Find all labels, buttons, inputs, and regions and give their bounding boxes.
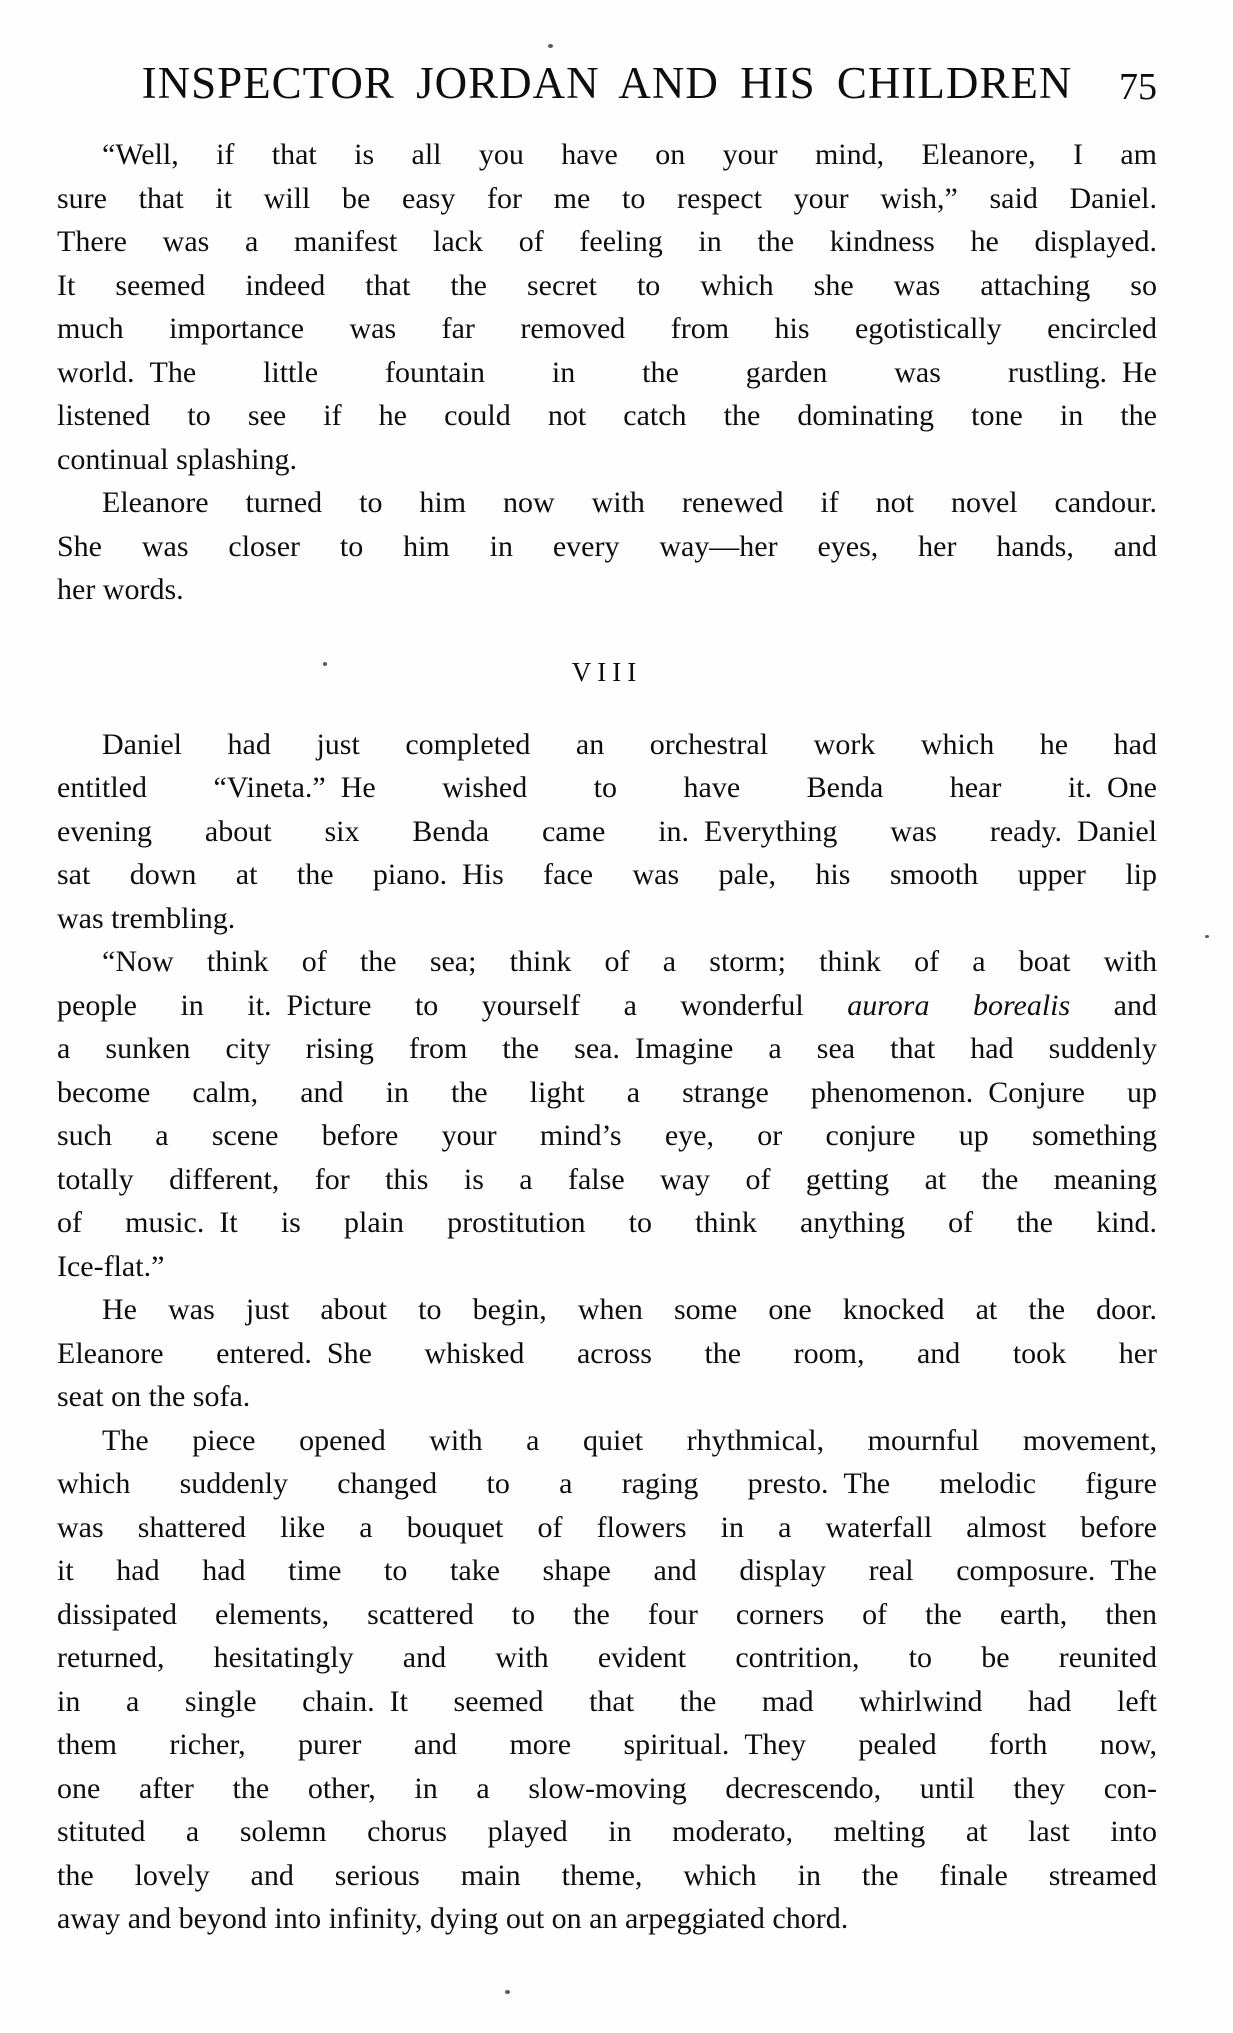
text-line: sure that it will be easy for me to respect your wish,” said Daniel. [57, 181, 1157, 215]
text-line: “Well, if that is all you have on your mind, Eleanore, I am [102, 138, 1157, 171]
text-line: “Now think of the sea; think of a storm; think of a boat with [102, 945, 1157, 978]
page-header-title: INSPECTOR JORDAN AND HIS CHILDREN [141, 58, 1073, 108]
scan-speck [1205, 935, 1209, 938]
text-line: was shattered like a bouquet of flowers in a waterfall almost before [57, 1510, 1157, 1544]
text-line: the lovely and serious main theme, which in the finale streamed [57, 1858, 1157, 1892]
paragraph [57, 1288, 1157, 1419]
text-line: much importance was far removed from his egotistically encircled [57, 312, 1157, 345]
text-line: in a single chain. It seemed that the mad whirlwind had left [57, 1684, 1157, 1718]
text-line: She was closer to him in every way—her eyes, her hands, and [57, 529, 1157, 563]
text-line: totally different, for this is a false way of getting at the meaning [57, 1162, 1157, 1196]
text-line: of music. It is plain prostitution to think anything of the kind. [57, 1206, 1157, 1239]
text-line: one after the other, in a slow-moving decrescendo, until they con- [57, 1771, 1157, 1805]
text-line: was trembling. [57, 901, 236, 935]
text-line: become calm, and in the light a strange phenomenon. Conjure up [57, 1075, 1157, 1109]
text-line: a sunken city rising from the sea. Imagine a sea that had suddenly [57, 1032, 1157, 1065]
paragraph [57, 1419, 1157, 1941]
text-line: Eleanore turned to him now with renewed if not novel candour. [102, 486, 1157, 519]
text-line: continual splashing. [57, 442, 297, 476]
text-line: evening about six Benda came in. Everything was ready. Daniel [57, 814, 1157, 848]
text-line: Eleanore entered. She whisked across the room, and took her [57, 1336, 1157, 1370]
scan-speck [323, 662, 327, 666]
running-head [57, 58, 1157, 113]
text-line: world. The little fountain in the garden was rustling. He [57, 355, 1157, 389]
text-line: her words. [57, 573, 184, 606]
text-line: entitled “Vineta.” He wished to have Benda hear it. One [57, 771, 1157, 804]
text-line: He was just about to begin, when some one knocked at the door. [102, 1293, 1157, 1326]
text-segment: people in it. Picture to yourself a wonderful [57, 988, 848, 1022]
paragraph [57, 723, 1157, 941]
text-line: Daniel had just completed an orchestral work which he had [102, 727, 1157, 761]
text-line [57, 984, 1157, 1028]
text-line: which suddenly changed to a raging presto. The melodic figure [57, 1467, 1157, 1500]
scan-speck [548, 44, 553, 48]
text-line: It seemed indeed that the secret to which she was attaching so [57, 268, 1157, 302]
text-line: them richer, purer and more spiritual. They pealed forth now, [57, 1728, 1157, 1761]
text-line: listened to see if he could not catch the dominating tone in the [57, 399, 1157, 432]
page-number: 75 [1119, 66, 1157, 108]
italic-text-segment: aurora borealis [847, 988, 1071, 1022]
paragraph [57, 940, 1157, 1288]
text-line: returned, hesitatingly and with evident contrition, to be reunited [57, 1641, 1157, 1674]
text-line: such a scene before your mind’s eye, or conjure up something [57, 1119, 1157, 1152]
text-line: There was a manifest lack of feeling in the kindness he displayed. [57, 225, 1157, 258]
text-line: seat on the sofa. [57, 1380, 251, 1413]
text-line: away and beyond into infinity, dying out on an arpeggiated chord. [57, 1902, 849, 1935]
text-line: Ice-flat.” [57, 1249, 165, 1283]
text-line: dissipated elements, scattered to the four corners of the earth, then [57, 1597, 1157, 1631]
section-heading: VIII [571, 656, 643, 687]
scan-speck [505, 1990, 510, 1994]
text-line: stituted a solemn chorus played in moderato, melting at last into [57, 1815, 1157, 1848]
paragraph [57, 481, 1157, 612]
text-line: sat down at the piano. His face was pale, his smooth upper lip [57, 858, 1157, 891]
text-line: it had had time to take shape and display real composure. The [57, 1554, 1157, 1587]
paragraph [57, 133, 1157, 481]
text-line: The piece opened with a quiet rhythmical, mournful movement, [102, 1423, 1157, 1457]
text-block [57, 133, 1157, 1941]
text-segment: and [1070, 988, 1157, 1022]
